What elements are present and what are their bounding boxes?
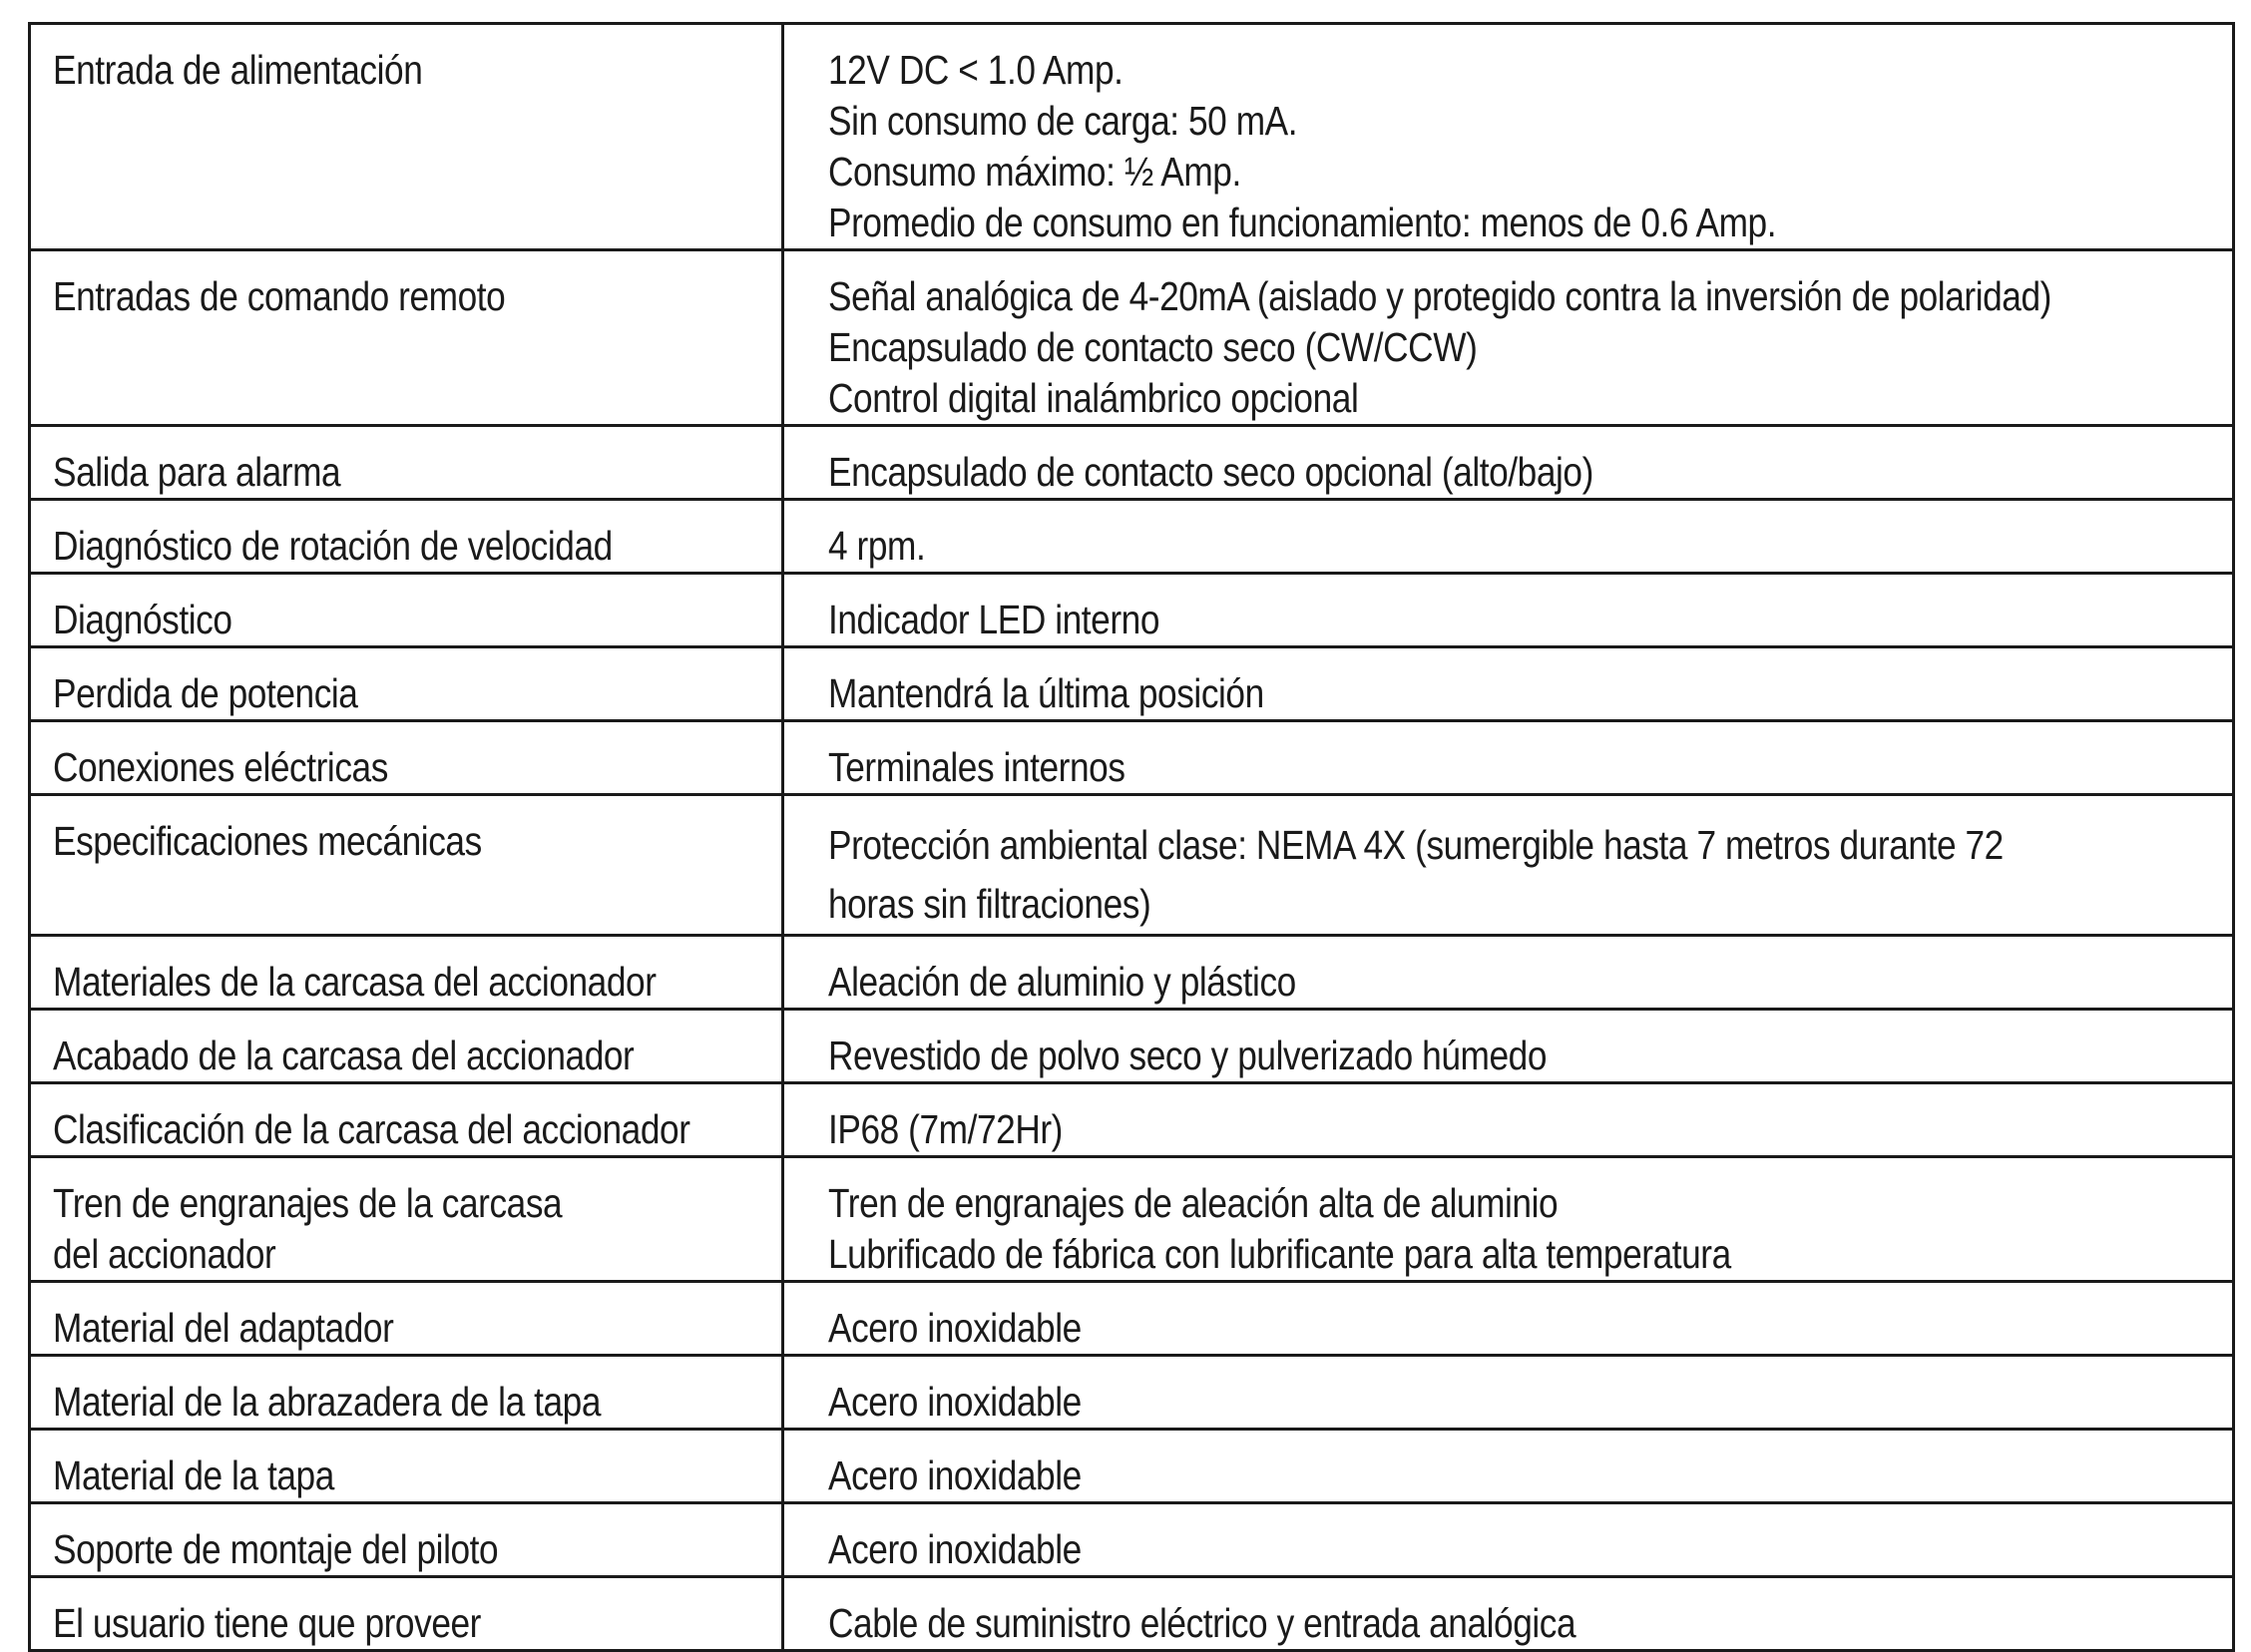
spec-label-cell [30,647,783,721]
spec-label: El usuario tiene que proveer [53,1600,481,1646]
spec-value: Cable de suministro eléctrico y entrada analógica [828,1600,1576,1646]
table-row [30,1157,2234,1282]
table-row [30,1577,2234,1651]
spec-label-cell [30,1430,783,1503]
specifications-table-body [30,24,2234,1651]
spec-value-cell [783,250,2234,426]
spec-label-cell [30,426,783,500]
table-row [30,1282,2234,1356]
spec-value: Indicador LED interno [828,597,1160,642]
spec-value-cell [783,24,2234,250]
spec-label-cell [30,1577,783,1651]
spec-label: Diagnóstico de rotación de velocidad [53,523,613,569]
spec-label: Perdida de potencia [53,670,358,716]
table-row [30,24,2234,250]
spec-label-cell [30,250,783,426]
spec-value-cell [783,1503,2234,1577]
spec-label-cell [30,1157,783,1282]
spec-value: Señal analógica de 4-20mA (aislado y protegido contra la inversión de polaridad) Encapsulado de contacto seco (CW/CCW) Control digital inalámbrico opcional [828,273,2051,421]
spec-value-cell [783,795,2234,936]
table-row [30,1430,2234,1503]
spec-label-cell [30,1010,783,1083]
spec-value: Tren de engranajes de aleación alta de aluminio Lubrificado de fábrica con lubrificante para alta temperatura [828,1180,1731,1277]
spec-label-cell [30,1356,783,1430]
spec-value: Mantendrá la última posición [828,670,1264,716]
spec-label-cell [30,1503,783,1577]
spec-label: Material del adaptador [53,1305,394,1351]
spec-label: Conexiones eléctricas [53,744,388,790]
spec-value-cell [783,647,2234,721]
spec-label-cell [30,24,783,250]
spec-value-cell [783,936,2234,1010]
spec-value: Encapsulado de contacto seco opcional (alto/bajo) [828,449,1593,495]
spec-label: Material de la abrazadera de la tapa [53,1379,602,1425]
spec-label: Materiales de la carcasa del accionador [53,959,657,1005]
spec-value-cell [783,1157,2234,1282]
spec-value: Aleación de aluminio y plástico [828,959,1296,1005]
spec-value: Acero inoxidable [828,1452,1082,1498]
spec-label-cell [30,795,783,936]
table-row [30,426,2234,500]
table-row [30,936,2234,1010]
table-row [30,1083,2234,1157]
spec-label: Salida para alarma [53,449,341,495]
spec-label: Diagnóstico [53,597,232,642]
table-row [30,250,2234,426]
spec-value: Protección ambiental clase: NEMA 4X (sumergible hasta 7 metros durante 72 horas sin filtraciones) [828,822,2004,927]
spec-value: 12V DC < 1.0 Amp. Sin consumo de carga: 50 mA. Consumo máximo: ½ Amp. Promedio de consumo en funcionamiento: menos de 0.6 Amp. [828,47,1777,245]
spec-value-cell [783,426,2234,500]
table-row [30,1503,2234,1577]
table-row [30,795,2234,936]
spec-label-cell [30,936,783,1010]
spec-value: Acero inoxidable [828,1305,1082,1351]
spec-value: Revestido de polvo seco y pulverizado húmedo [828,1032,1548,1078]
table-row [30,1010,2234,1083]
specifications-table [28,22,2235,1652]
spec-value: 4 rpm. [828,523,926,569]
spec-label: Material de la tapa [53,1452,334,1498]
spec-value: IP68 (7m/72Hr) [828,1106,1064,1152]
spec-value-cell [783,574,2234,647]
spec-value: Acero inoxidable [828,1379,1082,1425]
spec-value-cell [783,500,2234,574]
spec-label: Clasificación de la carcasa del accionador [53,1106,690,1152]
spec-value: Acero inoxidable [828,1526,1082,1572]
spec-label: Entradas de comando remoto [53,273,506,319]
spec-value-cell [783,1577,2234,1651]
spec-label-cell [30,721,783,795]
spec-label-cell [30,500,783,574]
spec-value-cell [783,1282,2234,1356]
spec-value-cell [783,721,2234,795]
spec-label: Acabado de la carcasa del accionador [53,1032,635,1078]
spec-value-cell [783,1356,2234,1430]
table-row [30,721,2234,795]
spec-value: Terminales internos [828,744,1126,790]
table-row [30,500,2234,574]
spec-value-cell [783,1430,2234,1503]
spec-label: Entrada de alimentación [53,47,423,93]
spec-label: Especificaciones mecánicas [53,818,482,864]
spec-label: Tren de engranajes de la carcasa del accionador [53,1180,563,1277]
spec-value-cell [783,1010,2234,1083]
table-row [30,647,2234,721]
spec-label: Soporte de montaje del piloto [53,1526,499,1572]
table-row [30,574,2234,647]
spec-label-cell [30,574,783,647]
table-row [30,1356,2234,1430]
spec-label-cell [30,1083,783,1157]
spec-value-cell [783,1083,2234,1157]
spec-label-cell [30,1282,783,1356]
